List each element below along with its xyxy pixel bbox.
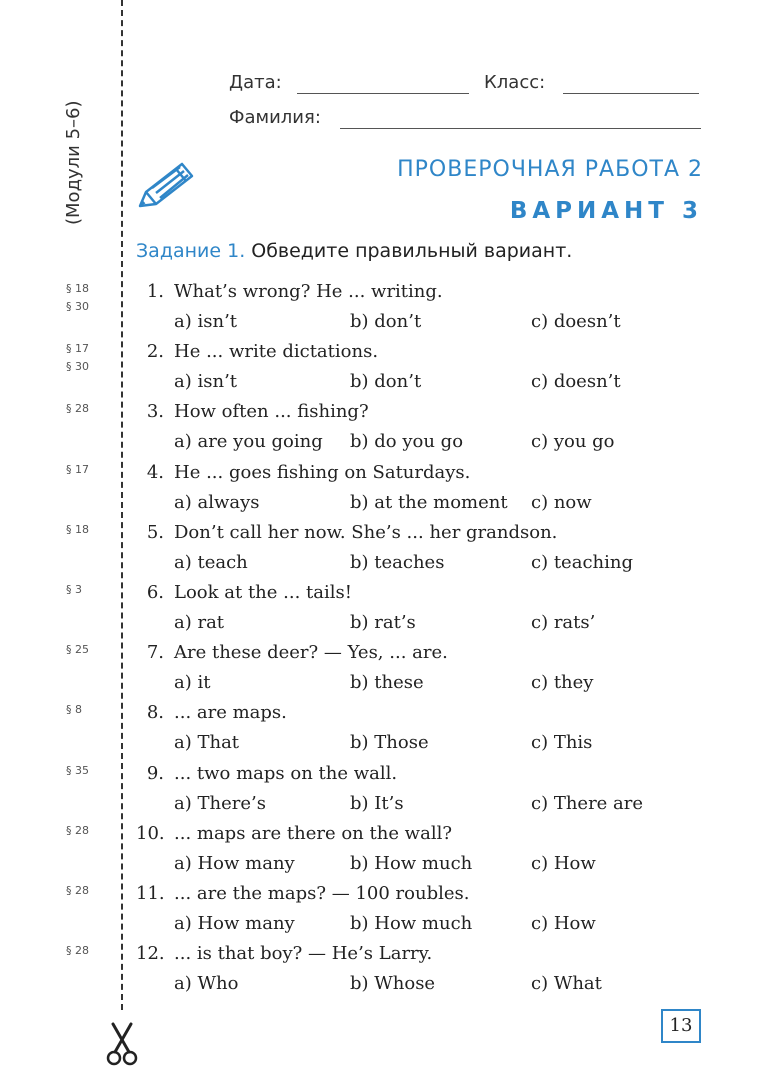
grammar-ref: § 18 <box>66 282 89 295</box>
option-b[interactable]: b) It’s <box>350 792 404 814</box>
option-c[interactable]: c) they <box>531 672 594 694</box>
question-number: 1. <box>146 281 164 302</box>
question-item <box>0 882 761 942</box>
task-label: Задание 1. <box>136 240 246 262</box>
question-item <box>0 701 761 761</box>
question-item <box>0 762 761 822</box>
question-text: Don’t call her now. She’s ... her grandson. <box>174 521 558 543</box>
option-a[interactable]: a) How many <box>174 852 295 874</box>
grammar-ref: § 17 <box>66 342 89 356</box>
grammar-ref: § 28 <box>66 402 89 416</box>
question-number: 3. <box>146 401 164 423</box>
option-a[interactable]: a) How many <box>174 913 295 934</box>
grammar-ref: § 30 <box>66 300 89 313</box>
grammar-refs <box>66 461 111 479</box>
question-text: Are these deer? — Yes, ... are. <box>174 642 448 664</box>
question-item <box>0 641 761 701</box>
option-b[interactable]: b) Those <box>350 732 429 754</box>
question-text: Look at the ... tails! <box>174 582 352 603</box>
option-a[interactable]: a) always <box>174 491 260 513</box>
question-item <box>0 822 761 882</box>
test-title: ПРОВЕРОЧНАЯ РАБОТА 2 <box>397 157 703 182</box>
grammar-refs <box>66 822 111 840</box>
question-number: 10. <box>136 822 165 844</box>
question-number: 6. <box>146 582 164 603</box>
question-text: ... are the maps? — 100 roubles. <box>174 883 470 904</box>
grammar-refs <box>66 942 111 960</box>
question-text: ... two maps on the wall. <box>174 762 398 784</box>
option-b[interactable]: b) rat’s <box>350 612 416 633</box>
grammar-ref: § 8 <box>66 703 82 717</box>
question-item <box>0 340 761 400</box>
grammar-refs <box>66 882 111 900</box>
option-b[interactable]: b) don’t <box>350 371 422 393</box>
option-c[interactable]: c) How <box>531 852 596 874</box>
grammar-ref: § 25 <box>66 643 89 657</box>
grammar-ref: § 28 <box>66 944 89 958</box>
option-c[interactable]: c) doesn’t <box>531 311 621 332</box>
question-item <box>0 942 761 1002</box>
grammar-ref: § 28 <box>66 823 89 837</box>
question-number: 7. <box>146 642 164 664</box>
grammar-refs <box>66 280 111 316</box>
option-a[interactable]: a) rat <box>174 612 225 633</box>
date-field[interactable] <box>297 93 469 94</box>
question-number: 9. <box>146 762 164 784</box>
question-text: How often ... fishing? <box>174 401 369 423</box>
grammar-ref: § 28 <box>66 884 89 897</box>
task-instruction: Обведите правильный вариант. <box>251 240 573 262</box>
grammar-ref: § 18 <box>66 522 89 536</box>
question-number: 4. <box>146 461 164 483</box>
option-b[interactable]: b) teaches <box>350 551 445 573</box>
question-text: He ... write dictations. <box>174 341 379 363</box>
grammar-refs <box>66 762 111 780</box>
question-item <box>0 581 761 641</box>
option-c[interactable]: c) There are <box>531 792 644 814</box>
module-side-label: (Модули 5–6) <box>63 100 84 225</box>
task-heading <box>136 240 572 262</box>
question-number: 8. <box>146 702 164 724</box>
option-c[interactable]: c) rats’ <box>531 612 596 633</box>
option-c[interactable]: c) you go <box>531 431 615 453</box>
class-field[interactable] <box>563 93 699 94</box>
option-a[interactable]: a) teach <box>174 551 248 573</box>
question-item <box>0 400 761 460</box>
option-a[interactable]: a) isn’t <box>174 371 238 393</box>
option-c[interactable]: c) This <box>531 732 593 754</box>
pencil-icon <box>136 158 198 210</box>
option-a[interactable]: a) Who <box>174 973 239 995</box>
option-a[interactable]: a) There’s <box>174 792 266 814</box>
option-c[interactable]: c) teaching <box>531 551 633 573</box>
question-item <box>0 521 761 581</box>
option-a[interactable]: a) That <box>174 732 240 754</box>
grammar-refs <box>66 340 111 376</box>
grammar-refs <box>66 641 111 659</box>
page-number: 13 <box>661 1009 701 1043</box>
question-item <box>0 280 761 340</box>
grammar-ref: § 17 <box>66 462 89 476</box>
option-b[interactable]: b) these <box>350 672 424 694</box>
grammar-refs <box>66 701 111 719</box>
option-b[interactable]: b) do you go <box>350 431 464 453</box>
question-item <box>0 461 761 521</box>
question-text: He ... goes fishing on Saturdays. <box>174 461 471 483</box>
variant-title: ВАРИАНТ 3 <box>509 198 703 224</box>
question-number: 2. <box>146 341 164 363</box>
class-label: Класс: <box>484 72 546 93</box>
grammar-refs <box>66 521 111 539</box>
option-b[interactable]: b) don’t <box>350 311 422 332</box>
surname-label: Фамилия: <box>229 107 321 128</box>
option-a[interactable]: a) it <box>174 672 211 694</box>
scissors-icon <box>105 1022 139 1066</box>
option-c[interactable]: c) What <box>531 973 602 995</box>
option-a[interactable]: a) isn’t <box>174 311 238 332</box>
option-b[interactable]: b) at the moment <box>350 491 508 513</box>
option-b[interactable]: b) Whose <box>350 973 436 995</box>
question-number: 5. <box>146 521 164 543</box>
question-text: ... are maps. <box>174 702 287 724</box>
grammar-refs <box>66 400 111 418</box>
grammar-ref: § 30 <box>66 360 89 374</box>
grammar-ref: § 3 <box>66 583 82 596</box>
option-a[interactable]: a) are you going <box>174 431 323 453</box>
question-text: ... maps are there on the wall? <box>174 822 452 844</box>
surname-field[interactable] <box>340 128 701 129</box>
date-label: Дата: <box>229 72 282 93</box>
option-c[interactable]: c) now <box>531 491 592 513</box>
option-c[interactable]: c) How <box>531 913 596 934</box>
grammar-ref: § 35 <box>66 763 89 777</box>
option-b[interactable]: b) How much <box>350 852 473 874</box>
option-b[interactable]: b) How much <box>350 913 473 934</box>
question-text: ... is that boy? — He’s Larry. <box>174 943 433 965</box>
question-number: 11. <box>136 883 165 904</box>
option-c[interactable]: c) doesn’t <box>531 371 621 393</box>
grammar-refs <box>66 581 111 599</box>
question-text: What’s wrong? He ... writing. <box>174 281 443 302</box>
question-number: 12. <box>136 943 165 965</box>
